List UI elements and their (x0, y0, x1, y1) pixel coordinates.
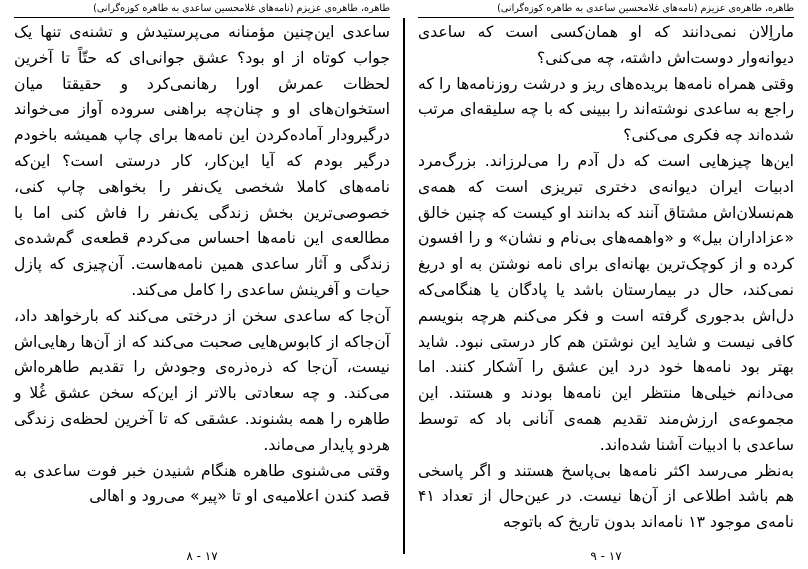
paragraph: ماراِلان نمی‌دانند که او همان‌کسی است که ساعدی دیوانه‌وار دوست‌اش داشته، چه می‌کنی؟ (418, 23, 794, 67)
right-page (404, 0, 808, 569)
body-text (14, 20, 390, 510)
paragraph: وقتی می‌شنوی طاهره هنگام شنیدن خبر فوت ساعدی به قصد کندن اعلامیه‌ی او تا «پیر» می‌رود و اهالی (14, 461, 390, 506)
running-head: طاهره، طاهره‌ی عزیزم (نامه‌های غلامحسین ساعدی به طاهره کوزه‌گرانی) (497, 3, 794, 14)
header-rule (418, 17, 794, 18)
paragraph: وقتی همراه نامه‌ها بریده‌های ریز و درشت روزنامه‌ها را که راجع به ساعدی نوشته‌اند را ببینی که با چه سلیقه‌ای مرتب شده‌اند چه فکری می‌کنی؟ (418, 74, 794, 145)
body-text (418, 20, 794, 536)
paragraph: این‌ها چیزهایی است که دل آدم را می‌لرزاند. بزرگ‌مرد ادبیات ایران دیوانه‌ی دختری تبریزی است که همه‌ی هم‌نسلان‌اش مشتاق آنند که بدانند او کیست که چنین خالق «عزاداران بیل» و «واهمه‌های بی‌نام و نشان» و را افسون کرده و از کوچک‌ترین بهانه‌ای برای نامه نوشتن به او دریغ نمی‌کند، حال در بیمارستان باشد یا پادگان یا هنگامی‌که دل‌اش بدجوری گرفته است و فکر می‌کنم هرچه بنویسم کافی نیست و شاید این نوشتن هم کار درستی نبود. شاید بهتر بود نامه‌ها خود درد این عشق را آشکار کنند. اما می‌دانم خیلی‌ها منتظر این نامه‌ها بودند و هستند. این مجموعه‌ی ارزش‌مند تقدیم همه‌ی آنانی باد که توسط ساعدی با ادبیات آشنا شده‌اند. (418, 151, 794, 454)
paragraph: به‌نظر می‌رسد اکثر نامه‌ها بی‌پاسخ هستند و اگر پاسخی هم باشد اطلاعی از آن‌ها نیست. در عین‌حال از تعداد ۴۱ نامه‌ی موجود ۱۳ نامه‌اند بدون تاریخ که باتوجه (418, 461, 794, 532)
page-number: ۱۷ - ۸ (186, 549, 218, 563)
page-number: ۱۷ - ۹ (590, 549, 622, 563)
running-head: طاهره، طاهره‌ی عزیزم (نامه‌های غلامحسین ساعدی به طاهره کوزه‌گرانی) (93, 3, 390, 14)
header-rule (14, 17, 390, 18)
paragraph: ساعدی این‌چنین مؤمنانه می‌پرستیدش و تشنه‌ی تنها یک جواب کوتاه از او بود؟ عشق جوانی‌ای که حتّاً تا آخرین لحظات عمرش اورا رهانمی‌کرد و حقیقتا میان استخوان‌های او و چنان‌چه براهنی سروده آواز می‌خواند درگیرودار آماده‌کردن این نامه‌ها برای چاپ همیشه باخودم درگیر بودم که آیا این‌کار، کار درستی است؟ این‌که نامه‌های کاملا شخصی یک‌نفر را بخواهی چاپ کنی، خصوصی‌ترین بخش زندگی یک‌نفر را فاش کنی اما با مطالعه‌ی این نامه‌ها احساس می‌کردم قطعه‌ی گم‌شده‌ی زندگی و آثار ساعدی همین نامه‌هاست. آن‌چیزی که پازل حیات و آفرینش ساعدی را کامل می‌کند. (14, 23, 390, 299)
paragraph: آن‌جا که ساعدی سخن از درختی می‌کند که بارخواهد داد، آن‌جاکه از کابوس‌هایی صحبت می‌کند که از آن‌ها رهایی‌اش نیست، آن‌جا که ذره‌ذره‌ی وجودش را تقدیم طاهره‌اش می‌کند. و چه سعادتی بالاتر از این‌که سخن عشق غُلا و طاهره را همه بشنوند. عشقی که تا آخرین لحظه‌ی زندگی هردو پایدار می‌ماند. (14, 306, 390, 454)
